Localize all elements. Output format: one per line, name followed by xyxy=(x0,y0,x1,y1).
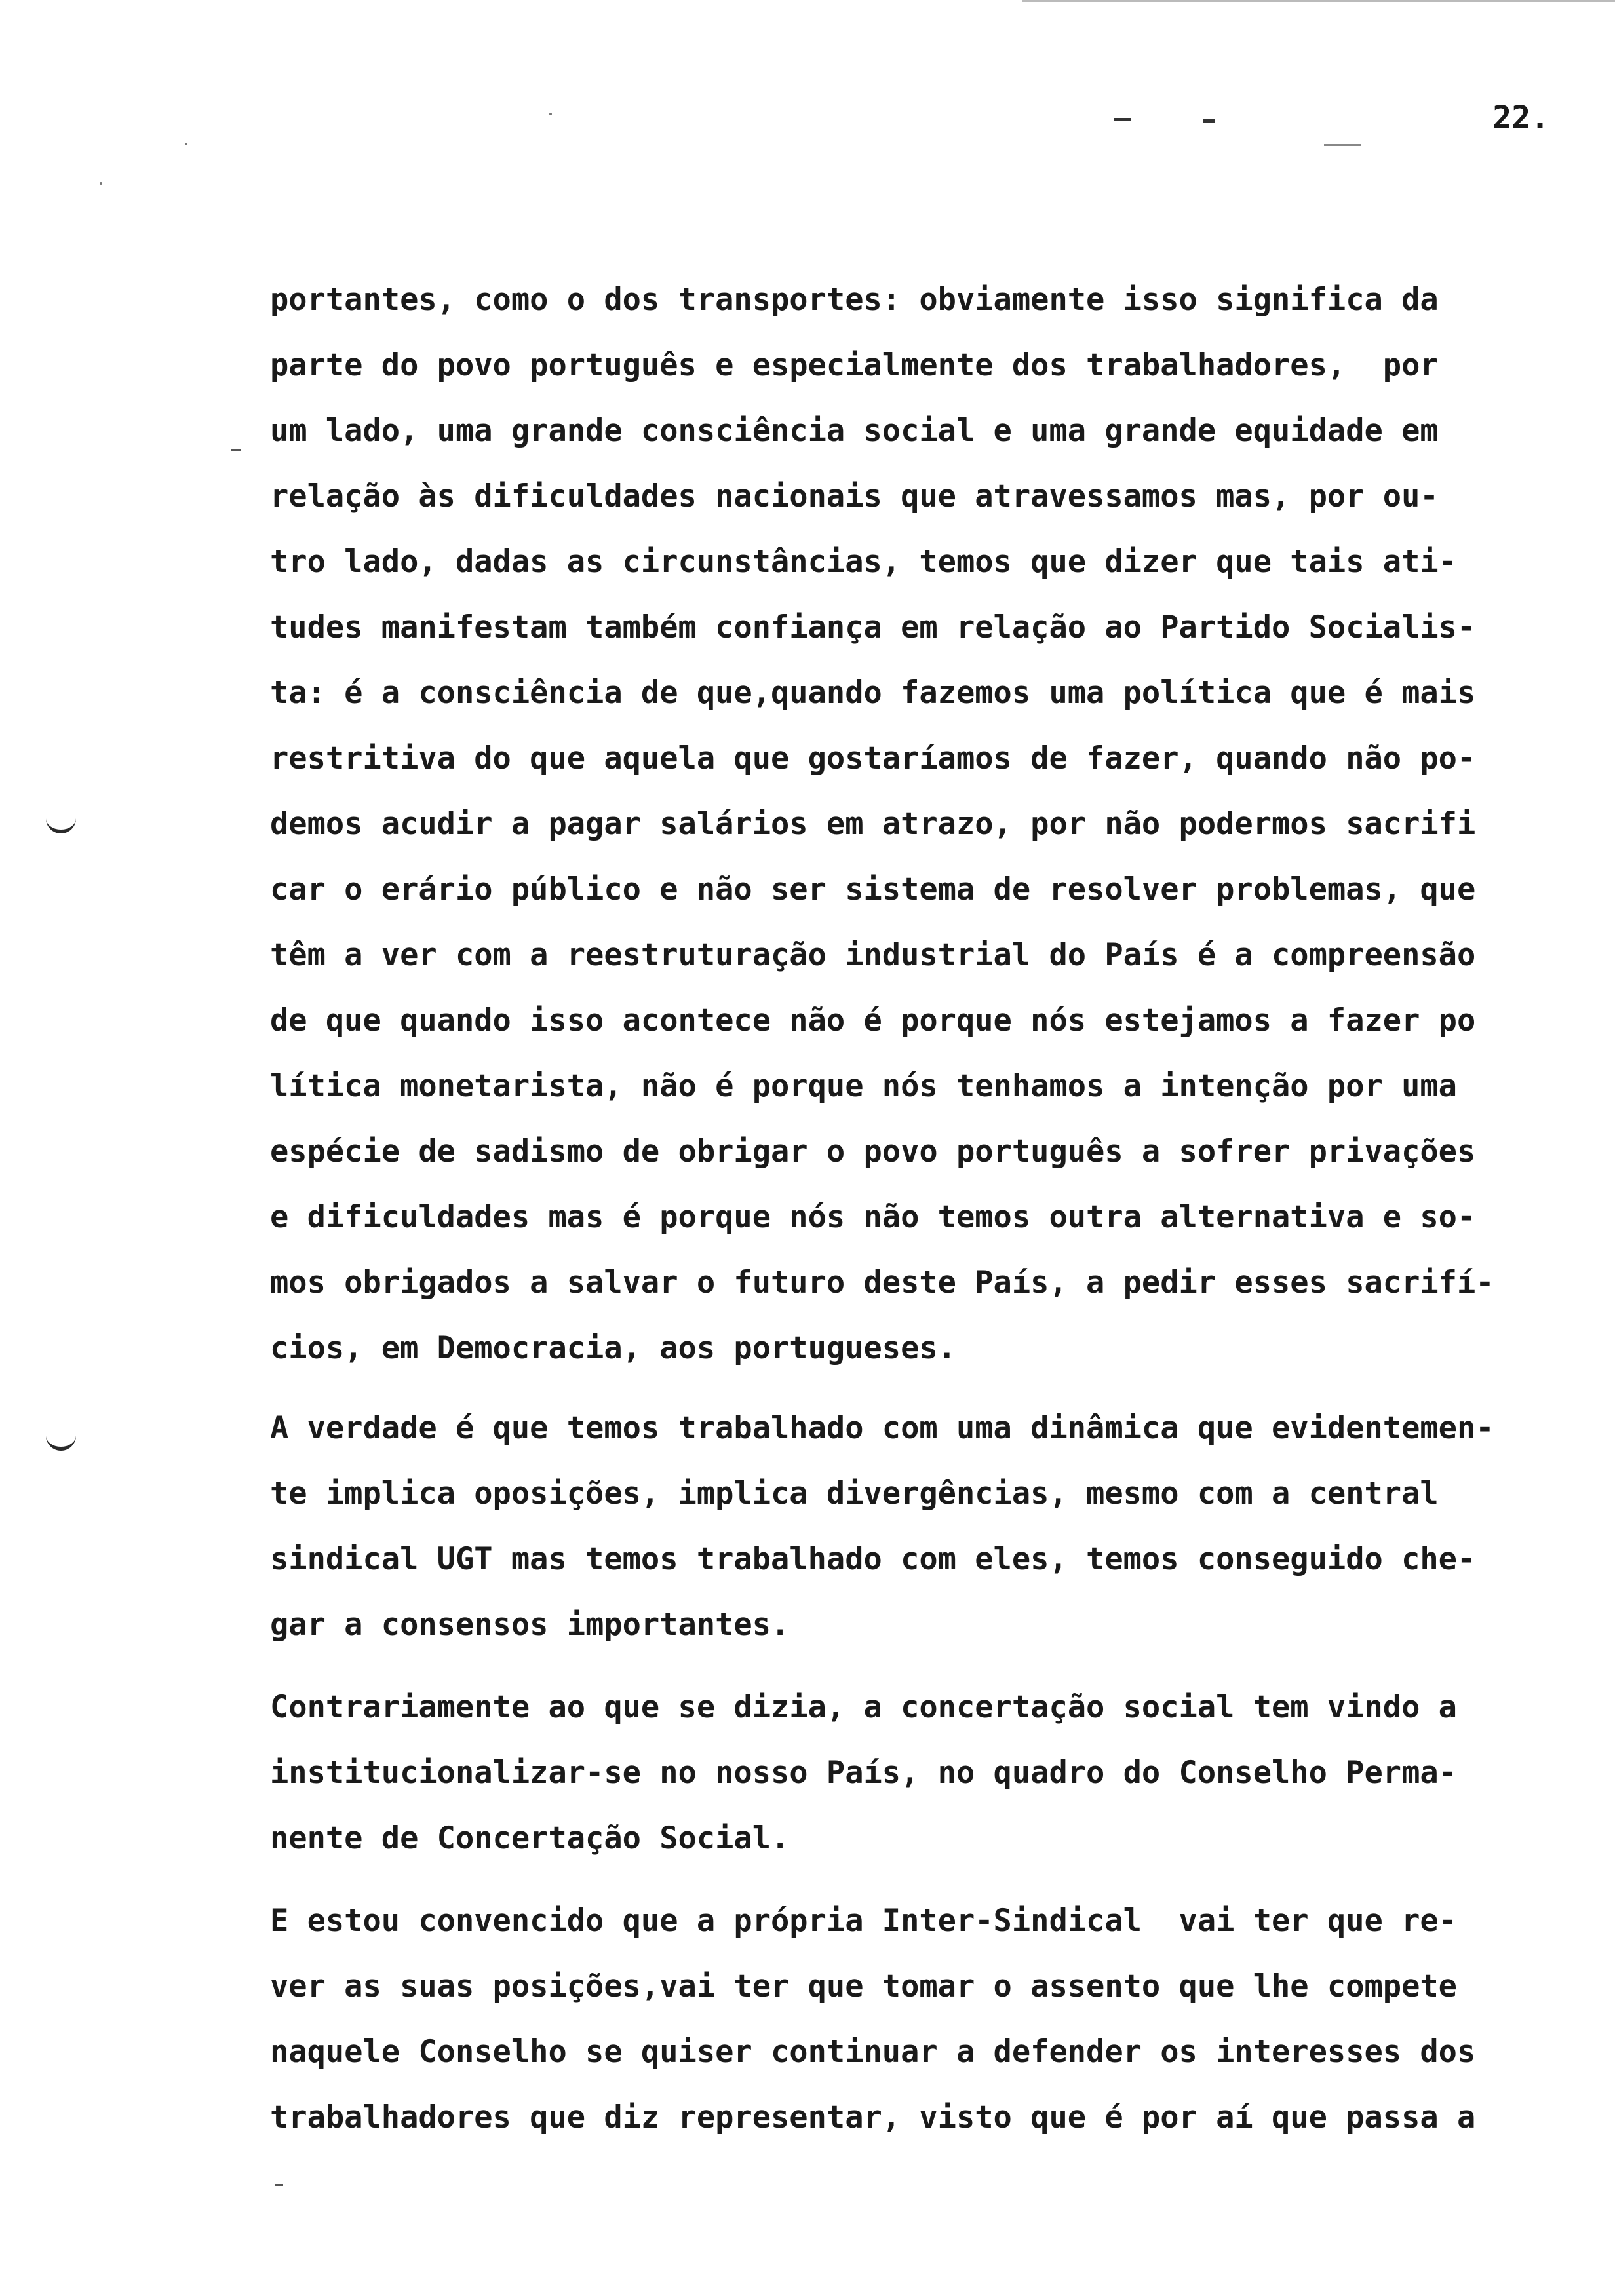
text-line: ver as suas posições,vai ter que tomar o assento que lhe compete xyxy=(270,1968,1457,2004)
text-line: espécie de sadismo de obrigar o povo português a sofrer privações xyxy=(270,1134,1476,1170)
text-line: portantes, como o dos transportes: obviamente isso significa da xyxy=(270,282,1439,318)
text-line: tro lado, dadas as circunstâncias, temos que dizer que tais ati- xyxy=(270,544,1457,580)
text-line: gar a consensos importantes. xyxy=(270,1607,790,1643)
text-line: nente de Concertação Social. xyxy=(270,1820,790,1856)
text-line: naquele Conselho se quiser continuar a defender os interesses dos xyxy=(270,2034,1476,2070)
text-line: ta: é a consciência de que,quando fazemos uma política que é mais xyxy=(270,675,1476,711)
header-dash-mark xyxy=(1203,119,1215,123)
margin-check-mark xyxy=(46,818,76,833)
top-edge-rule xyxy=(1022,0,1615,2)
text-line: E estou convencido que a própria Inter-Sindical vai ter que re- xyxy=(270,1903,1457,1939)
text-line: car o erário público e não ser sistema de resolver problemas, que xyxy=(270,871,1476,908)
text-line: relação às dificuldades nacionais que atravessamos mas, por ou- xyxy=(270,478,1439,514)
page-number: 22. xyxy=(1492,100,1549,136)
margin-dash-mark xyxy=(231,449,241,451)
text-line: parte do povo português e especialmente dos trabalhadores, por xyxy=(270,347,1439,383)
text-line: te implica oposições, implica divergências, mesmo com a central xyxy=(270,1476,1439,1512)
text-line: e dificuldades mas é porque nós não temos outra alternativa e so- xyxy=(270,1199,1476,1235)
text-line: de que quando isso acontece não é porque nós estejamos a fazer po xyxy=(270,1003,1476,1039)
speck xyxy=(100,182,102,185)
speck xyxy=(549,113,552,115)
text-line: trabalhadores que diz representar, visto que é por aí que passa a xyxy=(270,2099,1476,2135)
text-line: restritiva do que aquela que gostaríamos de fazer, quando não po- xyxy=(270,740,1476,776)
text-line: A verdade é que temos trabalhado com uma dinâmica que evidentemen- xyxy=(270,1410,1494,1446)
text-line: um lado, uma grande consciência social e uma grande equidade em xyxy=(270,413,1439,449)
header-underline-mark xyxy=(1324,144,1361,146)
header-dash-mark xyxy=(1114,118,1131,121)
text-line: tudes manifestam também confiança em relação ao Partido Socialis- xyxy=(270,609,1476,645)
margin-dash-mark xyxy=(275,2184,283,2186)
text-line: têm a ver com a reestruturação industrial do País é a compreensão xyxy=(270,937,1476,973)
speck xyxy=(185,143,187,145)
text-line: Contrariamente ao que se dizia, a concertação social tem vindo a xyxy=(270,1689,1457,1725)
margin-check-mark xyxy=(46,1435,76,1451)
text-line: cios, em Democracia, aos portugueses. xyxy=(270,1330,956,1366)
text-line: lítica monetarista, não é porque nós tenhamos a intenção por uma xyxy=(270,1068,1457,1104)
text-line: demos acudir a pagar salários em atrazo, por não podermos sacrifi xyxy=(270,806,1476,842)
text-line: institucionalizar-se no nosso País, no quadro do Conselho Perma- xyxy=(270,1755,1457,1791)
text-line: sindical UGT mas temos trabalhado com eles, temos conseguido che- xyxy=(270,1541,1476,1577)
text-line: mos obrigados a salvar o futuro deste País, a pedir esses sacrifí- xyxy=(270,1265,1494,1301)
